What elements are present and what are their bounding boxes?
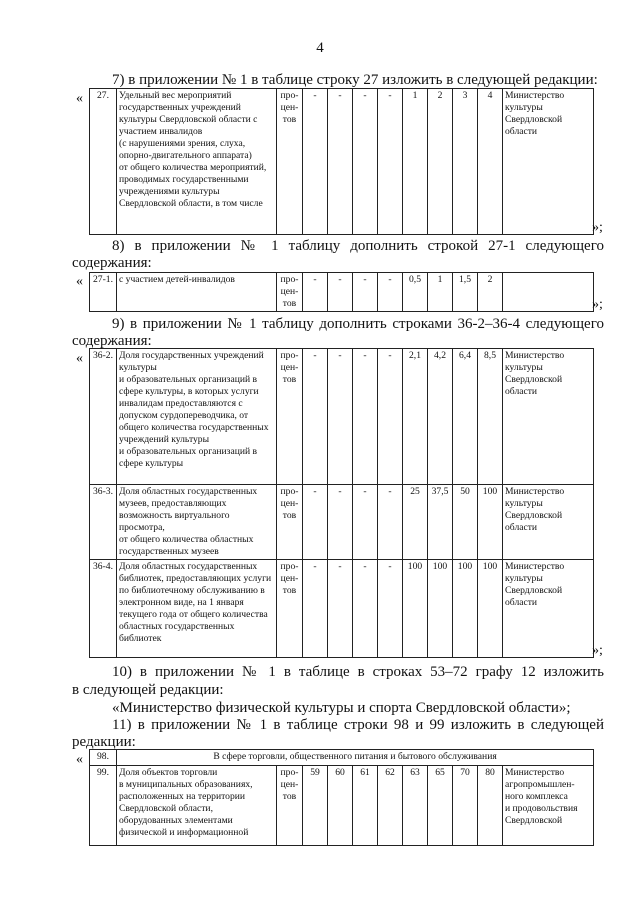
value-cell: 100 (478, 485, 503, 560)
value-cell: 3 (453, 89, 478, 235)
item-8-text-cont: содержания: (72, 255, 152, 271)
table-row-27 (89, 88, 594, 235)
open-quote: « (76, 91, 83, 106)
table-row (90, 485, 594, 560)
unit-cell: про- цен- тов (277, 273, 303, 312)
value-cell: - (328, 349, 353, 485)
value-cell: 25 (403, 485, 428, 560)
value-cell: - (353, 89, 378, 235)
responsible-org: Министерство культуры Свердловской области (503, 89, 594, 235)
value-cell: 2 (478, 273, 503, 312)
item-8-text: 8) в приложении № 1 таблицу дополнить строкой 27-1 следующего (112, 238, 604, 254)
value-cell: - (378, 273, 403, 312)
item-10-quote: «Министерство физической культуры и спорта Свердловской области»; (112, 700, 571, 716)
table-rows-36 (89, 348, 594, 658)
row-number: 36-4. (90, 560, 117, 658)
responsible-org: Министерство культуры Свердловской области (503, 485, 594, 560)
value-cell: - (378, 349, 403, 485)
value-cell: 59 (303, 766, 328, 846)
section-heading: В сфере торговли, общественного питания и бытового обслуживания (117, 750, 594, 766)
value-cell: - (353, 485, 378, 560)
value-cell: 1,5 (453, 273, 478, 312)
open-quote: « (76, 351, 83, 366)
row-number: 36-2. (90, 349, 117, 485)
unit-cell: про- цен- тов (277, 560, 303, 658)
value-cell: - (353, 273, 378, 312)
value-cell: 50 (453, 485, 478, 560)
value-cell: 61 (353, 766, 378, 846)
value-cell: 4 (478, 89, 503, 235)
value-cell: 62 (378, 766, 403, 846)
row-number: 27-1. (90, 273, 117, 312)
value-cell: 1 (403, 89, 428, 235)
value-cell: 8,5 (478, 349, 503, 485)
value-cell: 63 (403, 766, 428, 846)
table-row (90, 273, 594, 312)
value-cell: 100 (453, 560, 478, 658)
value-cell: - (303, 273, 328, 312)
unit-cell: про- цен- тов (277, 766, 303, 846)
value-cell: - (303, 560, 328, 658)
indicator-name: Доля областных государственных библиотек, предоставляющих услуги по библиотечному обслуживанию в электронном виде, на 1 января текущего года от общего количества областных государственных библиотек (117, 560, 277, 658)
value-cell: - (303, 89, 328, 235)
row-number: 27. (90, 89, 117, 235)
close-quote: »; (592, 220, 603, 235)
open-quote: « (76, 752, 83, 767)
close-quote: »; (592, 297, 603, 312)
value-cell: - (353, 349, 378, 485)
table-row (90, 766, 594, 846)
value-cell: - (328, 89, 353, 235)
item-11-text-cont: редакции: (72, 734, 136, 750)
value-cell: - (378, 485, 403, 560)
value-cell: - (328, 560, 353, 658)
item-11-text: 11) в приложении № 1 в таблице строки 98 и 99 изложить в следующей (112, 717, 604, 733)
table-row (90, 560, 594, 658)
table-row (90, 89, 594, 235)
value-cell: - (353, 560, 378, 658)
responsible-org: Министерство агропромышлен- ного комплекса и продовольствия Свердловской (503, 766, 594, 846)
value-cell: 60 (328, 766, 353, 846)
responsible-org: Министерство культуры Свердловской области (503, 560, 594, 658)
table-row (90, 750, 594, 766)
row-number: 36-3. (90, 485, 117, 560)
unit-cell: про- цен- тов (277, 349, 303, 485)
item-10-text-cont: в следующей редакции: (72, 682, 224, 698)
value-cell: 2,1 (403, 349, 428, 485)
indicator-name: с участием детей-инвалидов (117, 273, 277, 312)
item-7-text: 7) в приложении № 1 в таблице строку 27 изложить в следующей редакции: (112, 72, 598, 88)
table-row-27-1 (89, 272, 594, 312)
unit-cell: про- цен- тов (277, 485, 303, 560)
value-cell: 100 (478, 560, 503, 658)
value-cell: 100 (428, 560, 453, 658)
value-cell: - (303, 349, 328, 485)
responsible-org (503, 273, 594, 312)
indicator-name: Доля областных государственных музеев, предоставляющих возможность виртуального просмотра, от общего количества областных государственных музеев (117, 485, 277, 560)
value-cell: - (378, 560, 403, 658)
row-number: 98. (90, 750, 117, 766)
table-row (90, 349, 594, 485)
indicator-name: Доля государственных учреждений культуры и образовательных организаций в сфере культуры, в которых услуги инвалидам предоставляются с допуском сурдопереводчика, от общего количества государственных учреждений культуры и образовательных организаций в сфере культуры (117, 349, 277, 485)
value-cell: 80 (478, 766, 503, 846)
responsible-org: Министерство культуры Свердловской области (503, 349, 594, 485)
value-cell: - (328, 273, 353, 312)
value-cell: 100 (403, 560, 428, 658)
page-number: 4 (316, 40, 324, 56)
value-cell: 0,5 (403, 273, 428, 312)
item-9-text-cont: содержания: (72, 333, 152, 349)
value-cell: 4,2 (428, 349, 453, 485)
table-rows-98-99 (89, 749, 594, 846)
value-cell: 2 (428, 89, 453, 235)
close-quote: »; (592, 643, 603, 658)
unit-cell: про- цен- тов (277, 89, 303, 235)
value-cell: - (303, 485, 328, 560)
value-cell: 1 (428, 273, 453, 312)
value-cell: - (328, 485, 353, 560)
indicator-name: Доля объектов торговли в муниципальных образованиях, расположенных на территории Свердловской области, оборудованных элементами физической и информационной (117, 766, 277, 846)
value-cell: 6,4 (453, 349, 478, 485)
value-cell: 70 (453, 766, 478, 846)
open-quote: « (76, 274, 83, 289)
value-cell: - (378, 89, 403, 235)
indicator-name: Удельный вес мероприятий государственных учреждений культуры Свердловской области с участием инвалидов (с нарушениями зрения, слуха, опорно-двигательного аппарата) от общего количества мероприятий, проводимых государственными учреждениями культуры Свердловской области, в том числе (117, 89, 277, 235)
value-cell: 37,5 (428, 485, 453, 560)
value-cell: 65 (428, 766, 453, 846)
item-10-text: 10) в приложении № 1 в таблице в строках 53–72 графу 12 изложить (112, 664, 604, 680)
row-number: 99. (90, 766, 117, 846)
item-9-text: 9) в приложении № 1 таблицу дополнить строками 36-2–36-4 следующего (112, 316, 604, 332)
